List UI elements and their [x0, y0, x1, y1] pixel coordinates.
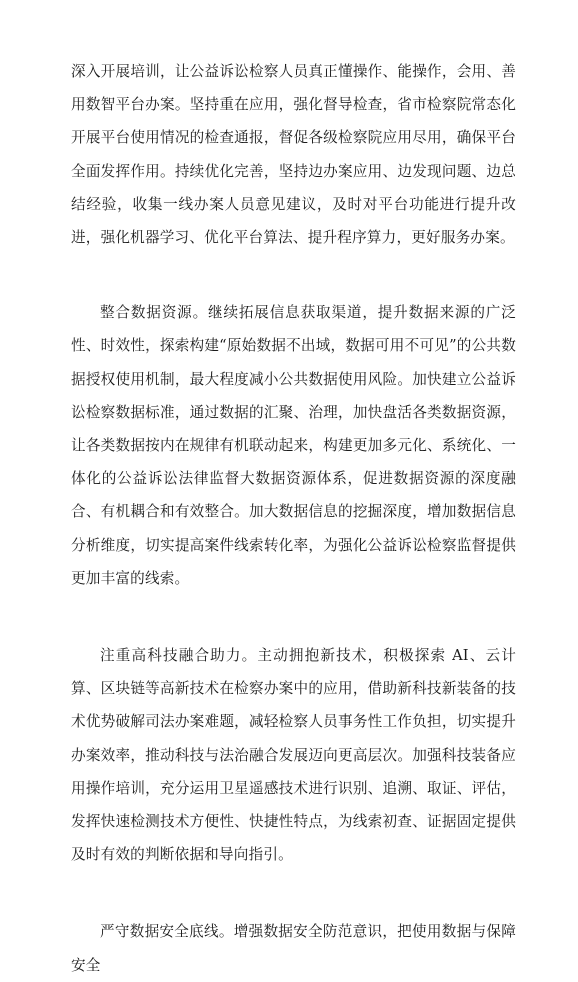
paragraph-data-resources: 整合数据资源。继续拓展信息获取渠道，提升数据来源的广泛性、时效性，探索构建“原始数据不出域，数据可用不可见”的公共数据授权使用机制，最大程度减小公共数据使用风险。加快建立公益诉讼检察数据标准，通过数据的汇聚、治理，加快盘活各类数据资源，让各类数据按内在规律有机联动起来，构建更加多元化、系统化、一体化的公益诉讼法律监督大数据资源体系，促进数据资源的深度融合、有机耦合和有效整合。加大数据信息的挖掘深度，增加数据信息分析维度，切实提高案件线索转化率，为强化公益诉讼检察监督提供更加丰富的线索。 [71, 304, 516, 587]
paragraph-training: 深入开展培训，让公益诉讼检察人员真正懂操作、能操作，会用、善用数智平台办案。坚持重在应用，强化督导检查，省市检察院常态化开展平台使用情况的检查通报，督促各级检察院应用尽用，确保平台全面发挥作用。持续优化完善，坚持边办案应用、边发现问题、边总结经验，收集一线办案人员意见建议，及时对平台功能进行提升改进，强化机器学习、优化平台算法、提升程序算力，更好服务办案。 [71, 63, 516, 247]
paragraph-high-tech: 注重高科技融合助力。主动拥抱新技术，积极探索 AI、云计算、区块链等高新技术在检察办案中的应用，借助新科技新装备的技术优势破解司法办案难题，减轻检察人员事务性工作负担，切实提升办案效率，推动科技与法治融合发展迈向更高层次。加强科技装备应用操作培训，充分运用卫星遥感技术进行识别、追溯、取证、评估，发挥快速检测技术方便性、快捷性特点，为线索初查、证据固定提供及时有效的判断依据和导向指引。 [71, 647, 516, 864]
paragraph-data-security: 严守数据安全底线。增强数据安全防范意识，把使用数据与保障安全 [71, 923, 516, 974]
